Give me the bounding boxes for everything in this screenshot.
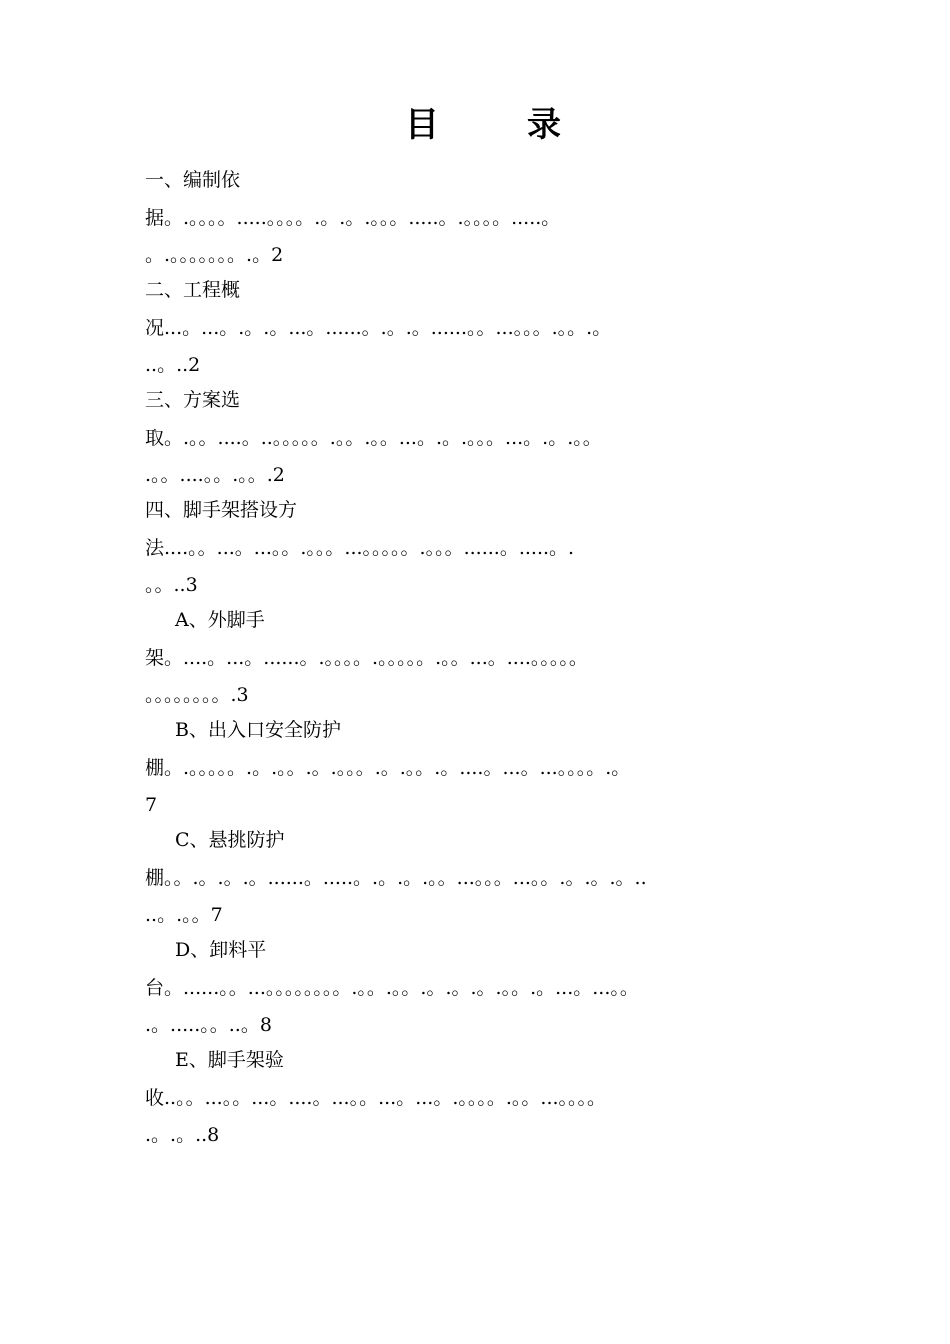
toc-page-line: ..。..2 — [145, 354, 201, 376]
toc-subheading-c: C、悬挑防护 — [175, 829, 285, 851]
title-char-1: 目 — [405, 105, 439, 145]
toc-subheading-e: E、脚手架验 — [175, 1049, 284, 1071]
toc-heading-3: 三、方案选 — [145, 389, 241, 411]
toc-subheading-d: D、卸料平 — [175, 939, 267, 961]
toc-heading-2: 二、工程概 — [145, 279, 241, 301]
toc-leader-line: 棚。。.。.。.。......。.....。.。.。.。。...。。。...。。.。.。.。.. — [145, 867, 647, 889]
toc-page-line: 7 — [145, 794, 158, 816]
toc-page-line: 。。。。。。。。.3 — [145, 684, 249, 706]
title-char-2: 录 — [527, 105, 561, 145]
toc-leader-line: 取。.。。....。..。。。。。.。。.。。...。.。.。。。...。.。.。。 — [145, 427, 602, 449]
toc-leader-line: 架。....。...。......。.。。。。.。。。。。.。。...。....。。。。。 — [145, 647, 588, 669]
toc-page-line: .。.。..8 — [145, 1124, 220, 1146]
toc-heading-1: 一、编制依 — [145, 169, 241, 191]
toc-leader-line: 法....。。...。...。。.。。。...。。。。。.。。。......。.....。. — [145, 537, 575, 559]
toc-subheading-b: B、出入口安全防护 — [175, 719, 341, 741]
toc-leader-line: 况...。...。.。.。...。......。.。.。......。。...。。。.。。.。 — [145, 317, 612, 339]
toc-leader-line: 台。......。。...。。。。。。。。.。。.。。.。.。.。.。。.。...。...。。 — [145, 977, 639, 999]
toc-heading-4: 四、脚手架搭设方 — [145, 499, 298, 521]
toc-page-line: 。.。。。。。。。.。2 — [145, 244, 284, 266]
toc-page-line: 。。..3 — [145, 574, 198, 596]
toc-page-line: ..。.。。7 — [145, 904, 223, 926]
toc-leader-line: 据。.。。。。.....。。。。.。.。.。。。.....。.。。。。.....。 — [145, 207, 561, 229]
toc-leader-line: 棚。.。。。。。.。.。。.。.。。。.。.。。.。....。...。...。。。。.。 — [145, 757, 631, 779]
toc-leader-line: 收..。。...。。...。....。...。。...。...。.。。。。.。。...。。。。 — [145, 1087, 607, 1109]
toc-subheading-a: A、外脚手 — [175, 609, 265, 631]
page-title — [0, 100, 950, 150]
toc-page-line: .。。....。。.。。.2 — [145, 464, 285, 486]
toc-page-line: .。.....。。..。8 — [145, 1014, 272, 1036]
